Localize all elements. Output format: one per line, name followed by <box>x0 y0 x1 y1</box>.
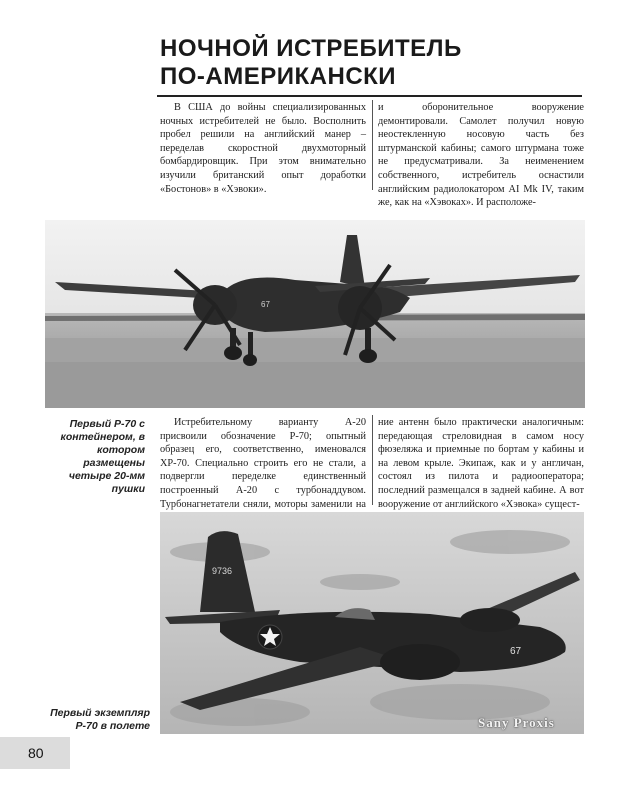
title-rule <box>157 95 582 97</box>
column-divider-2 <box>372 415 373 505</box>
photo1-caption: Первый Р-70 с контейнером, в котором размещены четыре 20-мм пушки <box>60 418 145 495</box>
photo-p70-ground <box>45 220 585 408</box>
page-number: 80 <box>28 745 44 761</box>
intro-column-1 <box>160 101 366 196</box>
page-title <box>160 35 580 91</box>
title-line-1: НОЧНОЙ ИСТРЕБИТЕЛЬ <box>160 35 462 62</box>
aircraft-code-label: 67 <box>261 300 270 309</box>
nose-code-label: 67 <box>510 646 522 657</box>
page-folio <box>0 737 70 769</box>
photo2-caption: Первый экземпляр Р-70 в полете <box>50 707 150 732</box>
body-paragraph-2: ние антенн было практически аналогичным: передающая стреловидная в самом носу фюзеляжа и приемные по бортам у кабины и на левом крыле. Экипаж, как и у англичан, состоял из пилота и радиооператора; последний размещался в задней кабине. А вот вооружение от английского «Хэвока» сущест- <box>378 417 584 510</box>
watermark: Sany Proxis <box>478 715 555 730</box>
p70-ground-image <box>45 220 585 408</box>
intro-paragraph-1: В США до войны специализированных ночных истребителей не было. Восполнить пробел решили на английский манер – переделав скоростной двухмоторный бомбардировщик. При этом внимательно изучили британский опыт доработки «Бостонов» в «Хэвоки». <box>160 102 366 195</box>
body-paragraph-1: Истребительному варианту А-20 присвоили обозначение Р-70; опытный образец его, соответственно, именовался ХР-70. Специально строить его не стали, а подвергли переделке единственный построенный А-20 с турбонаддувом. Турбонагнетатели сняли, моторы заменили на <box>160 417 366 510</box>
p70-flight-image <box>160 512 584 734</box>
photo-p70-flight <box>160 512 584 734</box>
body-column-1 <box>160 416 366 525</box>
intro-column-2 <box>378 101 584 210</box>
title-line-2: ПО-АМЕРИКАНСКИ <box>160 63 397 90</box>
body-column-2 <box>378 416 584 511</box>
tail-number-label: 9736 <box>212 566 233 576</box>
column-divider <box>372 100 373 190</box>
intro-paragraph-2: и оборонительное вооружение демонтировали. Самолет получил новую неостекленную носовую часть без штурманской кабины; самого штурмана тоже не предусматривали. За неименением собственного, истребитель оснастили английским радиолокатором AI Mk IV, таким же, как на «Хэвоках». И расположе- <box>378 102 584 209</box>
